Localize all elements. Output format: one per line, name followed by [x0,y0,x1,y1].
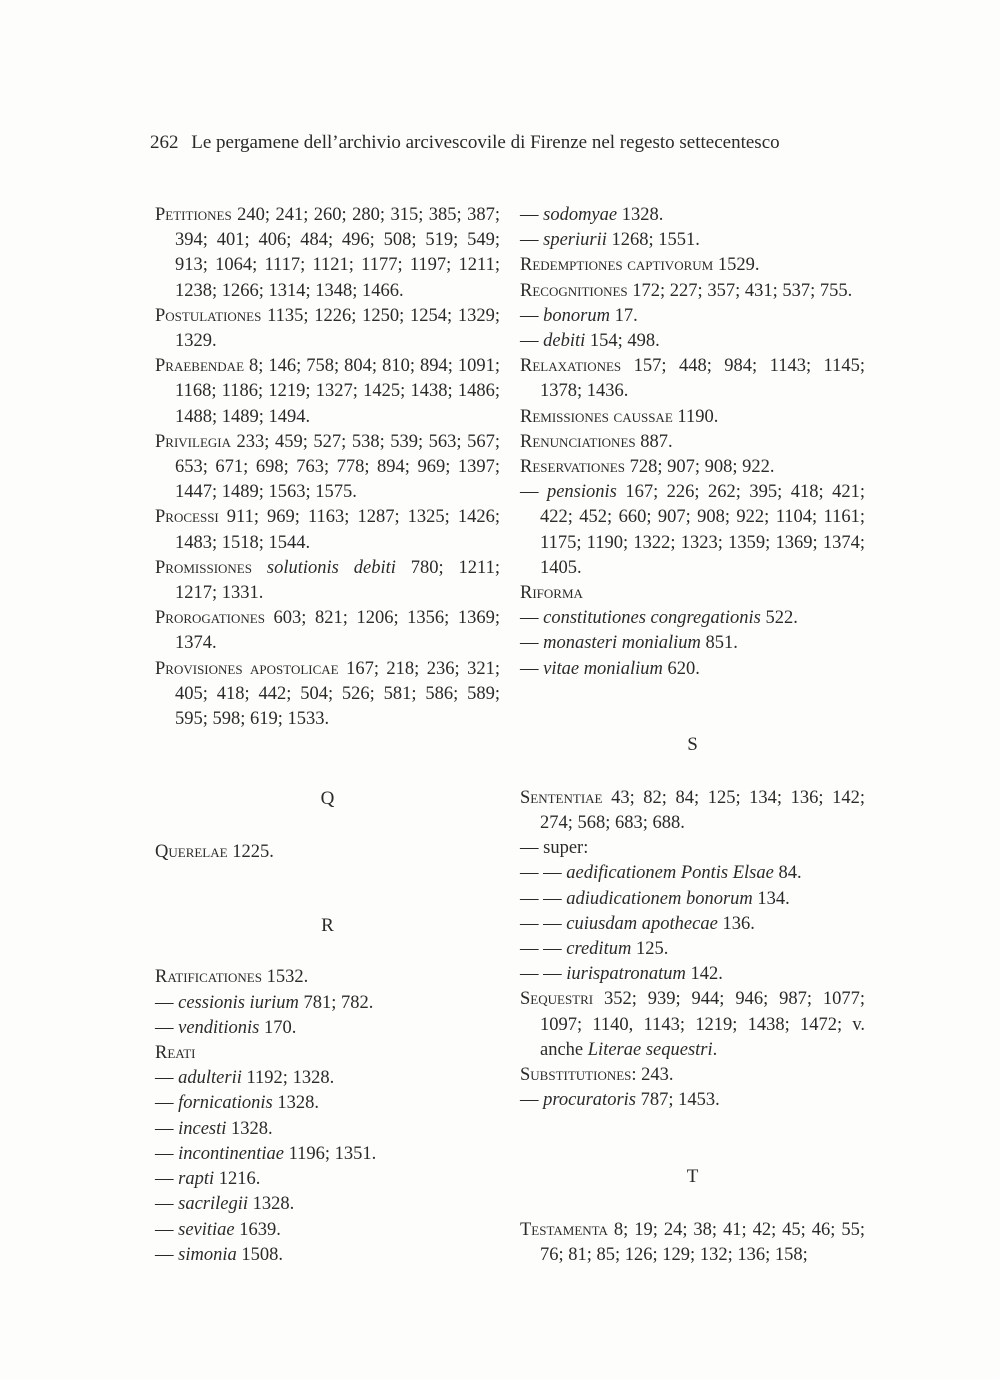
entry-text: 1135; 1226; 1250; 1254; 1329; 1329. [175,305,500,352]
entries-r-cont [520,203,865,682]
entry-italic: pensionis [546,482,617,503]
entry-italic: aedificationem Pontis Elsae [566,863,774,884]
index-entry [520,786,865,836]
entry-text: 1190. [672,406,719,427]
entry-dash: — [155,1219,179,1240]
index-entry [520,631,865,656]
index-entry [155,1066,500,1091]
entry-text: 851. [700,633,738,654]
entry-dash: — [520,205,544,225]
entry-tail: . [712,1039,718,1060]
entry-text: 1225. [227,842,274,863]
index-entry [520,962,865,987]
running-header [150,131,870,155]
entry-dash: — — [520,863,567,884]
index-entry [155,505,500,555]
entry-text: 8; 146; 758; 804; 810; 894; 1091; 1168; 1186; 1219; 1327; 1425; 1438; 1486; 1488; 1489; 1494. [175,356,500,427]
entry-text: 1192; 1328. [241,1068,335,1089]
entry-italic: procuratoris [543,1090,636,1111]
index-entry [520,430,865,455]
entry-text: 17. [609,305,638,326]
entry-italic: vitae monialium [543,658,663,679]
entry-head: Testamenta [520,1219,608,1240]
entry-text: 887. [635,431,673,452]
index-entry [155,1091,500,1116]
index-entry [520,354,865,404]
entry-text: 136. [717,913,755,934]
entry-text: 1216. [214,1169,261,1190]
entry-dash: — [520,633,544,654]
entry-italic: fornicationis [178,1093,273,1114]
index-entry [155,304,500,354]
index-entry [520,912,865,937]
index-entry [155,657,500,733]
running-title: Le pergamene dell’archivio arcivescovile di Firenze nel regesto settecentesco [191,132,780,153]
entry-head: Substitutiones [520,1065,632,1086]
entry-dash: — [520,608,544,629]
entry-head: Renunciationes [520,431,636,452]
entry-head: Redemptiones captivorum [520,255,714,276]
index-entry [155,965,500,990]
index-entry [520,836,865,861]
index-entry [155,1218,500,1243]
entry-text: 603; 821; 1206; 1356; 1369; 1374. [175,608,500,654]
entry-text: 84. [773,863,802,884]
page-number: 262 [150,132,179,153]
index-entry [520,657,865,682]
entry-dash: — [520,838,544,859]
entry-text: 787; 1453. [635,1090,720,1111]
entry-dash: — — [520,913,567,934]
entry-head: Prorogationes [155,608,265,629]
entry-text: 1532. [261,967,309,988]
entry-italic: incesti [178,1118,227,1139]
index-entry [520,203,865,228]
entry-head: Postulationes [155,305,262,326]
entry-text: 911; 969; 1163; 1287; 1325; 1426; 1483; 1518; 1544. [175,507,500,553]
entry-text: 43; 82; 84; 125; 134; 136; 142; 274; 568; 683; 688. [540,787,865,834]
index-entry [155,556,500,606]
entry-head: Remissiones caussae [520,406,673,427]
entry-italic: adiudicationem bonorum [566,888,753,909]
entry-dash: — [520,230,544,251]
entry-dash: — [155,1017,179,1038]
index-entry [155,1243,500,1268]
index-entry [520,279,865,304]
entry-dash: — — [520,939,567,960]
entry-text: 142. [685,964,723,985]
index-entry [155,1041,500,1066]
index-entry [155,991,500,1016]
entry-text: 781; 782. [298,992,374,1013]
entry-text: 240; 241; 260; 280; 315; 385; 387; 394; 401; 406; 484; 496; 508; 519; 549; 913; 1064; 1117; 1121; 1177; 1197; 1211; 1238; 1266; 1314; 1348; 1466. [175,205,500,301]
entry-italic: venditionis [178,1017,260,1038]
entries-p [155,203,500,732]
index-entry [155,606,500,656]
entry-head: Sententiae [520,787,603,808]
entry-italic: solutionis debiti [251,557,396,578]
entry-dash: — [520,482,547,503]
entry-text: 167; 226; 262; 395; 418; 421; 422; 452; 660; 907; 908; 922; 1104; 1161; 1175; 1190; 1322; 1323; 1359; 1369; 1374; 1405. [540,482,865,578]
entry-italic: constitutiones congregationis [543,608,761,629]
index-entry [155,430,500,506]
entry-dash: — [520,331,544,352]
index-entry [520,987,865,1063]
entry-head: Recognitiones [520,280,628,301]
index-entry [520,606,865,631]
entries-s [520,786,865,1114]
entry-italic: creditum [566,939,632,960]
entry-italic: monasteri monialium [543,633,701,654]
entry-text: : 243. [631,1065,674,1086]
entry-head: Provisiones apostolicae [155,658,339,679]
index-entry [155,1192,500,1217]
index-column-left [155,203,500,1268]
entry-text: 1328. [272,1093,319,1114]
entry-italic: cessionis iurium [178,992,299,1013]
entry-head: Petitiones [155,205,232,225]
entry-text: 1196; 1351. [283,1143,377,1164]
entry-text: 1508. [236,1244,283,1265]
entry-text: 352; 939; 944; 946; 987; 1077; 1097; 1140, 1143; 1219; 1438; 1472; v. anche [540,989,865,1060]
entry-dash: — [155,1118,179,1139]
index-entry [520,1088,865,1113]
entry-dash: — [155,1169,179,1190]
index-entry [520,887,865,912]
entry-text: 780; 1211; 1217; 1331. [175,557,501,604]
index-entry [520,228,865,253]
index-entry [520,937,865,962]
index-entry [520,253,865,278]
entry-text: 1529. [713,255,760,276]
entry-italic: debiti [543,331,586,352]
section-letter-q: Q [320,788,335,810]
entry-head: Relaxationes [520,356,622,377]
index-column-right [520,203,865,1268]
entry-dash: — [155,1194,179,1215]
entry-italic: sodomyae [543,205,618,225]
entry-dash: — [155,1143,179,1164]
entry-head: Privilegia [155,431,231,452]
entry-italic: incontinentiae [178,1143,284,1164]
entry-italic-tail: Literae sequestri [587,1039,713,1060]
section-letter-r: R [321,915,334,937]
index-entry [520,1063,865,1088]
entry-head: Praebendae [155,356,245,377]
entry-italic: sevitiae [178,1219,235,1240]
entry-head: Reati [155,1043,196,1064]
entry-text: 1328. [248,1194,295,1215]
section-letter-s: S [687,733,698,755]
entries-r [155,965,500,1267]
entry-italic: rapti [178,1169,215,1190]
entry-head: Processi [155,507,219,528]
index-entry [520,455,865,480]
index-entry [155,354,500,430]
entry-text: 1328. [226,1118,273,1139]
entry-italic: adulterii [178,1068,242,1089]
entry-text: 1268; 1551. [606,230,700,251]
entry-dash: — [155,1244,179,1265]
entry-head: Riforma [520,583,583,604]
entries-q [155,840,500,865]
entry-text: 157; 448; 984; 1143; 1145; 1378; 1436. [540,356,865,402]
section-letter-t: T [686,1165,699,1187]
index-entry [520,405,865,430]
entry-italic: speriurii [543,230,607,251]
index-entry [155,1016,500,1041]
entry-dash: — [155,1093,179,1114]
index-entry [520,480,865,581]
entry-head: Sequestri [520,989,594,1010]
entry-dash: — — [520,964,567,985]
entry-dash: — [520,305,544,326]
entry-text: 1639. [234,1219,281,1240]
entry-text: 134. [752,888,790,909]
entry-dash: — — [520,888,567,909]
entry-italic: bonorum [543,305,610,326]
entry-text: 233; 459; 527; 538; 539; 563; 567; 653; 671; 698; 763; 778; 894; 969; 1397; 1447; 1489; 1563; 1575. [175,431,500,503]
entry-head: Reservationes [520,457,625,478]
entry-text: 125. [631,939,669,960]
entry-text: 1328. [617,205,664,225]
index-entry [155,1117,500,1142]
entry-text: 154; 498. [585,331,660,352]
index-entry [520,304,865,329]
entry-text: super: [543,838,589,859]
index-entry [520,1218,865,1268]
entries-t [520,1218,865,1268]
entry-text: 728; 907; 908; 922. [624,457,775,478]
entry-text: 170. [259,1017,297,1038]
index-entry [520,861,865,886]
entry-dash: — [520,1090,544,1111]
entry-italic: simonia [178,1244,237,1265]
entry-text: 8; 19; 24; 38; 41; 42; 45; 46; 55; 76; 81; 85; 126; 129; 132; 136; 158; [540,1219,865,1265]
entry-text: 167; 218; 236; 321; 405; 418; 442; 504; 526; 581; 586; 589; 595; 598; 619; 1533. [175,658,500,730]
entry-italic: iurispatronatum [566,964,686,985]
entry-italic: sacrilegii [178,1194,249,1215]
entry-dash: — [155,1068,179,1089]
entry-head: Ratificationes [155,967,262,988]
entry-dash: — [520,658,544,679]
index-entry [520,581,865,606]
entry-text: 172; 227; 357; 431; 537; 755. [627,280,853,301]
entry-text: 522. [760,608,798,629]
entry-italic: cuiusdam apothecae [566,913,718,934]
index-entry [155,203,500,304]
entry-head: Promissiones [155,557,252,578]
entry-head: Querelae [155,842,228,863]
entry-dash: — [155,992,179,1013]
entry-text: 620. [662,658,700,679]
index-entry [520,329,865,354]
index-entry [155,1167,500,1192]
index-entry [155,1142,500,1167]
index-entry [155,840,500,865]
